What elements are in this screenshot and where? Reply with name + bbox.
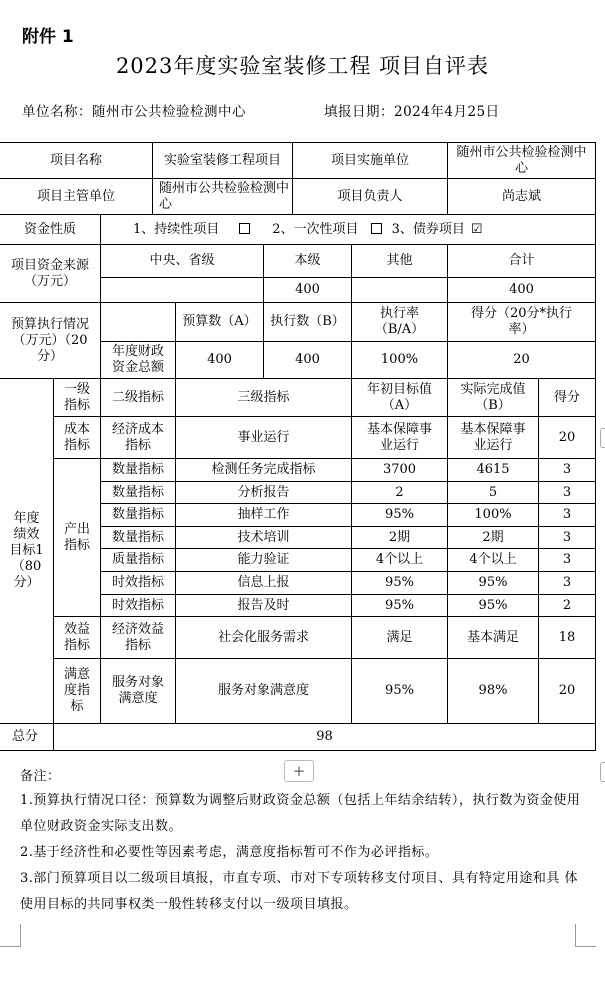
output-row-4-l2: 质量指标 [111, 552, 164, 567]
output-row-6-l2: 时效指标 [111, 597, 164, 613]
budget-row-label: 年度财政资金总额 [111, 344, 164, 375]
total-value: 98 [316, 729, 333, 744]
output-row-6-target: 95% [385, 597, 414, 613]
cost-score: 20 [558, 429, 576, 445]
budget-val-0: 400 [207, 352, 232, 367]
source-col-1: 本级 [294, 253, 321, 268]
output-row-2-l3: 抽样工作 [237, 507, 290, 522]
page-title: 2023年度实验室装修工程 项目自评表 [115, 54, 490, 78]
checkbox-3-checked[interactable]: ☑ [470, 221, 483, 237]
output-row-3-actual: 2期 [482, 529, 504, 545]
perf-header-4: 实际完成值（B） [460, 381, 526, 413]
output-row-1-score: 3 [562, 484, 572, 500]
output-row-6-score: 2 [562, 597, 572, 613]
output-row-2-target: 95% [385, 507, 414, 522]
notes-heading: 备注： [20, 769, 61, 784]
output-row-3-score: 3 [562, 529, 572, 545]
source-val-1: 400 [295, 282, 320, 297]
benefit-l2: 经济效益指标 [111, 621, 164, 653]
owner-value: 尚志斌 [501, 188, 541, 204]
cost-actual: 基本保障事业运行 [460, 421, 526, 453]
budget-val-3: 20 [513, 352, 530, 367]
output-row-1-l2: 数量指标 [111, 484, 164, 500]
benefit-l3: 社会化服务需求 [217, 629, 309, 645]
attachment-label: 附件 1 [22, 27, 74, 47]
output-row-3-l3: 技术培训 [237, 529, 290, 545]
checkbox-2[interactable] [371, 223, 382, 234]
output-l1: 产出指标 [63, 521, 90, 553]
output-row-0-l2: 数量指标 [111, 462, 164, 477]
output-row-2-l2: 数量指标 [111, 507, 164, 522]
fund-option-3: 3、债券项目 [391, 221, 465, 237]
budget-val-2: 100% [380, 352, 419, 367]
budget-col-3: 得分（20分*执行率） [470, 306, 573, 337]
note-1: 1.预算执行情况口径：预算数为调整后财政资金总额（包括上年结余结转），执行数为资金使用单位财政资金实际支出数。 [20, 793, 581, 834]
note-3: 3.部门预算项目以二级项目填报，市直专项、市对下专项转移支付项目、具有特定用途和具 体使用目标的共同事权类一般性转移支付以一级项目填报。 [20, 871, 579, 912]
output-row-1-l3: 分析报告 [237, 484, 290, 500]
output-row-3-l2: 数量指标 [111, 529, 164, 545]
checkbox-1[interactable] [239, 223, 250, 234]
output-row-1-target: 2 [395, 484, 404, 500]
output-row-4-actual: 4个以上 [469, 552, 517, 567]
output-row-0-actual: 4615 [476, 462, 510, 477]
project-name-value: 实验室装修工程项目 [163, 152, 281, 168]
perf-header-1: 二级指标 [111, 389, 164, 405]
output-row-4-score: 3 [562, 552, 572, 567]
cost-l3: 事业运行 [237, 429, 290, 445]
output-row-2-score: 3 [562, 507, 572, 522]
output-row-2-actual: 100% [474, 507, 512, 522]
satisfaction-l3: 服务对象满意度 [217, 683, 309, 698]
benefit-target: 满足 [386, 629, 413, 645]
budget-col-0: 预算数（A） [182, 314, 257, 329]
source-col-2: 其他 [386, 253, 413, 268]
output-row-0-l3: 检测任务完成指标 [211, 462, 316, 477]
output-row-0-score: 3 [562, 462, 572, 477]
dept-label: 项目主管单位 [36, 188, 115, 204]
impl-unit-value: 随州市公共检验检测中心 [456, 144, 587, 176]
fund-nature-label: 资金性质 [23, 221, 76, 237]
output-row-6-l3: 报告及时 [237, 597, 290, 613]
perf-header-3: 年初目标值（A） [366, 381, 432, 413]
output-row-5-actual: 95% [478, 575, 508, 590]
output-row-4-l3: 能力验证 [237, 552, 290, 567]
report-date: 填报日期：2024年4月25日 [324, 104, 500, 120]
fund-option-1: 1、持续性项目 [133, 221, 220, 237]
perf-label: 年度绩效目标1（80分） [9, 511, 44, 590]
fund-nature-options [101, 215, 595, 244]
cost-l1: 成本指标 [63, 421, 90, 453]
source-val-2 [352, 278, 447, 302]
source-col-0: 中央、省级 [149, 253, 215, 268]
budget-val-1: 400 [295, 352, 320, 367]
output-row-5-l3: 信息上报 [237, 575, 290, 590]
output-row-6-actual: 95% [478, 597, 508, 613]
perf-header-2: 三级指标 [237, 389, 290, 405]
total-label: 总分 [12, 729, 39, 744]
satisfaction-target: 95% [385, 683, 414, 698]
satisfaction-l1: 满意度指标 [63, 667, 90, 714]
satisfaction-score: 20 [558, 683, 576, 698]
benefit-score: 18 [558, 629, 576, 645]
perf-header-0: 一级指标 [63, 381, 90, 413]
source-label: 项目资金来源（万元） [10, 257, 89, 289]
side-handle-bottom[interactable] [600, 762, 605, 782]
fund-option-2: 2、一次性项目 [272, 221, 359, 237]
output-row-1-actual: 5 [488, 484, 498, 500]
satisfaction-l2: 服务对象满意度 [111, 675, 164, 706]
perf-header-5: 得分 [553, 389, 580, 405]
benefit-actual: 基本满足 [466, 629, 519, 645]
output-row-4-target: 4个以上 [375, 552, 424, 567]
cost-target: 基本保障事业运行 [366, 421, 432, 453]
dept-value: 随州市公共检验检测中心 [159, 180, 290, 212]
budget-col-2: 执行率（B/A） [374, 306, 425, 337]
output-row-5-score: 3 [562, 575, 572, 590]
output-row-3-target: 2期 [388, 529, 411, 545]
output-row-0-target: 3700 [382, 462, 417, 477]
source-val-0 [101, 278, 263, 302]
note-2: 2.基于经济性和必要性等因素考虑，满意度指标暂可不作为必评指标。 [20, 845, 439, 860]
output-row-5-target: 95% [385, 575, 414, 590]
corner-mark-left [0, 924, 21, 947]
corner-mark-right [575, 924, 596, 947]
source-col-3: 合计 [508, 253, 535, 268]
satisfaction-actual: 98% [478, 683, 508, 698]
budget-col-1: 执行数（B） [270, 314, 345, 329]
budget-label: 预算执行情况（万元）（20分） [10, 316, 89, 364]
owner-label: 项目负责人 [337, 188, 403, 204]
unit-name: 单位名称：随州市公共检验检测中心 [22, 104, 246, 120]
source-val-3: 400 [509, 282, 534, 297]
output-row-5-l2: 时效指标 [111, 575, 164, 590]
side-handle-top[interactable] [600, 428, 605, 448]
impl-unit-label: 项目实施单位 [330, 152, 409, 168]
benefit-l1: 效益指标 [63, 621, 90, 653]
add-button[interactable]: + [284, 760, 314, 782]
cost-l2: 经济成本指标 [111, 421, 164, 453]
project-name-label: 项目名称 [49, 152, 102, 168]
